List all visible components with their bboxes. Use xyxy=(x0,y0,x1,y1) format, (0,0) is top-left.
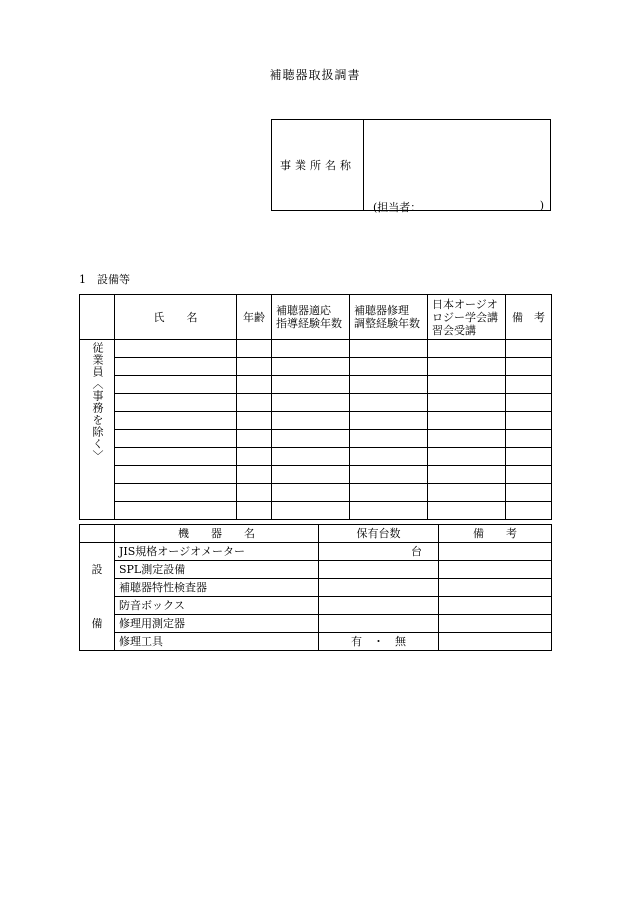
equipment-remarks-cell[interactable] xyxy=(439,543,552,561)
header-equip-remarks: 備 考 xyxy=(439,525,552,543)
cell-fitting-years[interactable] xyxy=(272,430,350,448)
cell-course[interactable] xyxy=(428,394,506,412)
table-row xyxy=(80,633,552,651)
equipment-side-label xyxy=(80,543,114,650)
cell-name[interactable] xyxy=(115,376,237,394)
equipment-count-cell[interactable] xyxy=(319,633,439,651)
cell-age[interactable] xyxy=(237,430,272,448)
cell-course[interactable] xyxy=(428,484,506,502)
cell-remarks[interactable] xyxy=(506,358,552,376)
staff-side-label: 従業員〈事務を除く〉 xyxy=(91,342,104,462)
cell-age[interactable] xyxy=(237,412,272,430)
table-row xyxy=(80,358,552,376)
equipment-count-cell[interactable] xyxy=(319,597,439,615)
cell-name[interactable] xyxy=(115,430,237,448)
header-remarks: 備 考 xyxy=(506,295,552,340)
cell-course[interactable] xyxy=(428,502,506,520)
table-row xyxy=(80,430,552,448)
cell-name[interactable] xyxy=(115,466,237,484)
cell-repair-years[interactable] xyxy=(350,484,428,502)
equipment-side-char-1: 設 xyxy=(91,563,103,577)
cell-fitting-years[interactable] xyxy=(272,448,350,466)
cell-fitting-years[interactable] xyxy=(272,466,350,484)
equipment-table xyxy=(79,524,552,651)
cell-remarks[interactable] xyxy=(506,376,552,394)
staff-side-label-cell xyxy=(80,340,115,520)
table-row xyxy=(80,394,552,412)
equipment-side-char-2: 備 xyxy=(91,616,103,630)
cell-repair-years[interactable] xyxy=(350,466,428,484)
cell-name[interactable] xyxy=(115,358,237,376)
equipment-count-value: 有 ・ 無 xyxy=(351,635,406,648)
header-device: 機 器 名 xyxy=(115,525,319,543)
table-row xyxy=(80,579,552,597)
equipment-count-value: 台 xyxy=(411,545,422,558)
cell-repair-years[interactable] xyxy=(350,412,428,430)
equipment-device-name: JIS規格オージオメーター xyxy=(115,543,319,561)
header-count: 保有台数 xyxy=(319,525,439,543)
cell-fitting-years[interactable] xyxy=(272,484,350,502)
contact-person-close: ) xyxy=(539,199,544,212)
staff-header-row xyxy=(80,295,552,340)
equipment-remarks-cell[interactable] xyxy=(439,633,552,651)
cell-name[interactable] xyxy=(115,448,237,466)
equipment-corner-cell xyxy=(80,525,115,543)
cell-fitting-years[interactable] xyxy=(272,358,350,376)
staff-table xyxy=(79,294,552,520)
cell-remarks[interactable] xyxy=(506,430,552,448)
cell-age[interactable] xyxy=(237,484,272,502)
header-fitting-years-line2: 指導経験年数 xyxy=(276,317,342,330)
staff-corner-cell xyxy=(80,295,115,340)
equipment-device-name: SPL測定設備 xyxy=(115,561,319,579)
cell-name[interactable] xyxy=(115,502,237,520)
equipment-count-cell[interactable] xyxy=(319,615,439,633)
cell-name[interactable] xyxy=(115,412,237,430)
cell-remarks[interactable] xyxy=(506,412,552,430)
header-repair-years xyxy=(350,295,428,340)
cell-name[interactable] xyxy=(115,484,237,502)
cell-remarks[interactable] xyxy=(506,484,552,502)
header-audiology-course xyxy=(428,295,506,340)
equipment-device-name: 防音ボックス xyxy=(115,597,319,615)
table-row xyxy=(80,597,552,615)
document-title: 補聴器取扱調書 xyxy=(269,68,361,82)
header-course-line1: 日本オージオ xyxy=(432,297,498,311)
header-repair-years-line2: 調整経験年数 xyxy=(354,317,420,330)
cell-repair-years[interactable] xyxy=(350,340,428,358)
equipment-count-cell[interactable] xyxy=(319,543,439,561)
table-row xyxy=(80,615,552,633)
table-row xyxy=(80,376,552,394)
table-row xyxy=(80,543,552,561)
cell-age[interactable] xyxy=(237,340,272,358)
cell-repair-years[interactable] xyxy=(350,394,428,412)
equipment-remarks-cell[interactable] xyxy=(439,597,552,615)
equipment-device-name: 修理工具 xyxy=(115,633,319,651)
cell-course[interactable] xyxy=(428,340,506,358)
equipment-remarks-cell[interactable] xyxy=(439,579,552,597)
cell-fitting-years[interactable] xyxy=(272,502,350,520)
cell-remarks[interactable] xyxy=(506,448,552,466)
cell-repair-years[interactable] xyxy=(350,358,428,376)
table-row xyxy=(80,412,552,430)
equipment-remarks-cell[interactable] xyxy=(439,615,552,633)
header-course-line3: 習会受講 xyxy=(432,323,476,337)
section-heading: 1 設備等 xyxy=(79,273,130,286)
contact-person-label: (担当者： xyxy=(373,201,422,214)
table-row xyxy=(80,448,552,466)
cell-age[interactable] xyxy=(237,502,272,520)
cell-course[interactable] xyxy=(428,376,506,394)
cell-course[interactable] xyxy=(428,358,506,376)
cell-fitting-years[interactable] xyxy=(272,376,350,394)
cell-repair-years[interactable] xyxy=(350,430,428,448)
equipment-device-name: 補聴器特性検査器 xyxy=(115,579,319,597)
cell-age[interactable] xyxy=(237,448,272,466)
cell-fitting-years[interactable] xyxy=(272,394,350,412)
business-name-box xyxy=(271,119,551,214)
table-row xyxy=(80,502,552,520)
equipment-header-row xyxy=(80,525,552,543)
equipment-count-cell[interactable] xyxy=(319,561,439,579)
cell-repair-years[interactable] xyxy=(350,448,428,466)
header-age: 年齢 xyxy=(237,295,272,340)
cell-course[interactable] xyxy=(428,448,506,466)
cell-age[interactable] xyxy=(237,358,272,376)
cell-course[interactable] xyxy=(428,466,506,484)
table-row xyxy=(80,340,552,358)
cell-repair-years[interactable] xyxy=(350,376,428,394)
cell-remarks[interactable] xyxy=(506,394,552,412)
cell-repair-years[interactable] xyxy=(350,502,428,520)
cell-remarks[interactable] xyxy=(506,340,552,358)
cell-course[interactable] xyxy=(428,412,506,430)
table-row xyxy=(80,466,552,484)
header-course-line2: ロジー学会講 xyxy=(432,310,498,324)
header-fitting-years xyxy=(272,295,350,340)
equipment-remarks-cell[interactable] xyxy=(439,561,552,579)
equipment-side-label-cell xyxy=(80,543,115,651)
header-repair-years-line1: 補聴器修理 xyxy=(354,304,409,317)
cell-age[interactable] xyxy=(237,394,272,412)
table-row xyxy=(80,561,552,579)
table-row xyxy=(80,484,552,502)
header-fitting-years-line1: 補聴器適応 xyxy=(276,304,331,317)
cell-name[interactable] xyxy=(115,394,237,412)
cell-remarks[interactable] xyxy=(506,502,552,520)
cell-remarks[interactable] xyxy=(506,466,552,484)
equipment-count-cell[interactable] xyxy=(319,579,439,597)
business-name-label: 事業所名称 xyxy=(272,120,364,210)
cell-age[interactable] xyxy=(237,466,272,484)
cell-name[interactable] xyxy=(115,340,237,358)
header-name: 氏 名 xyxy=(115,295,237,340)
equipment-device-name: 修理用測定器 xyxy=(115,615,319,633)
cell-fitting-years[interactable] xyxy=(272,340,350,358)
cell-age[interactable] xyxy=(237,376,272,394)
cell-course[interactable] xyxy=(428,430,506,448)
cell-fitting-years[interactable] xyxy=(272,412,350,430)
